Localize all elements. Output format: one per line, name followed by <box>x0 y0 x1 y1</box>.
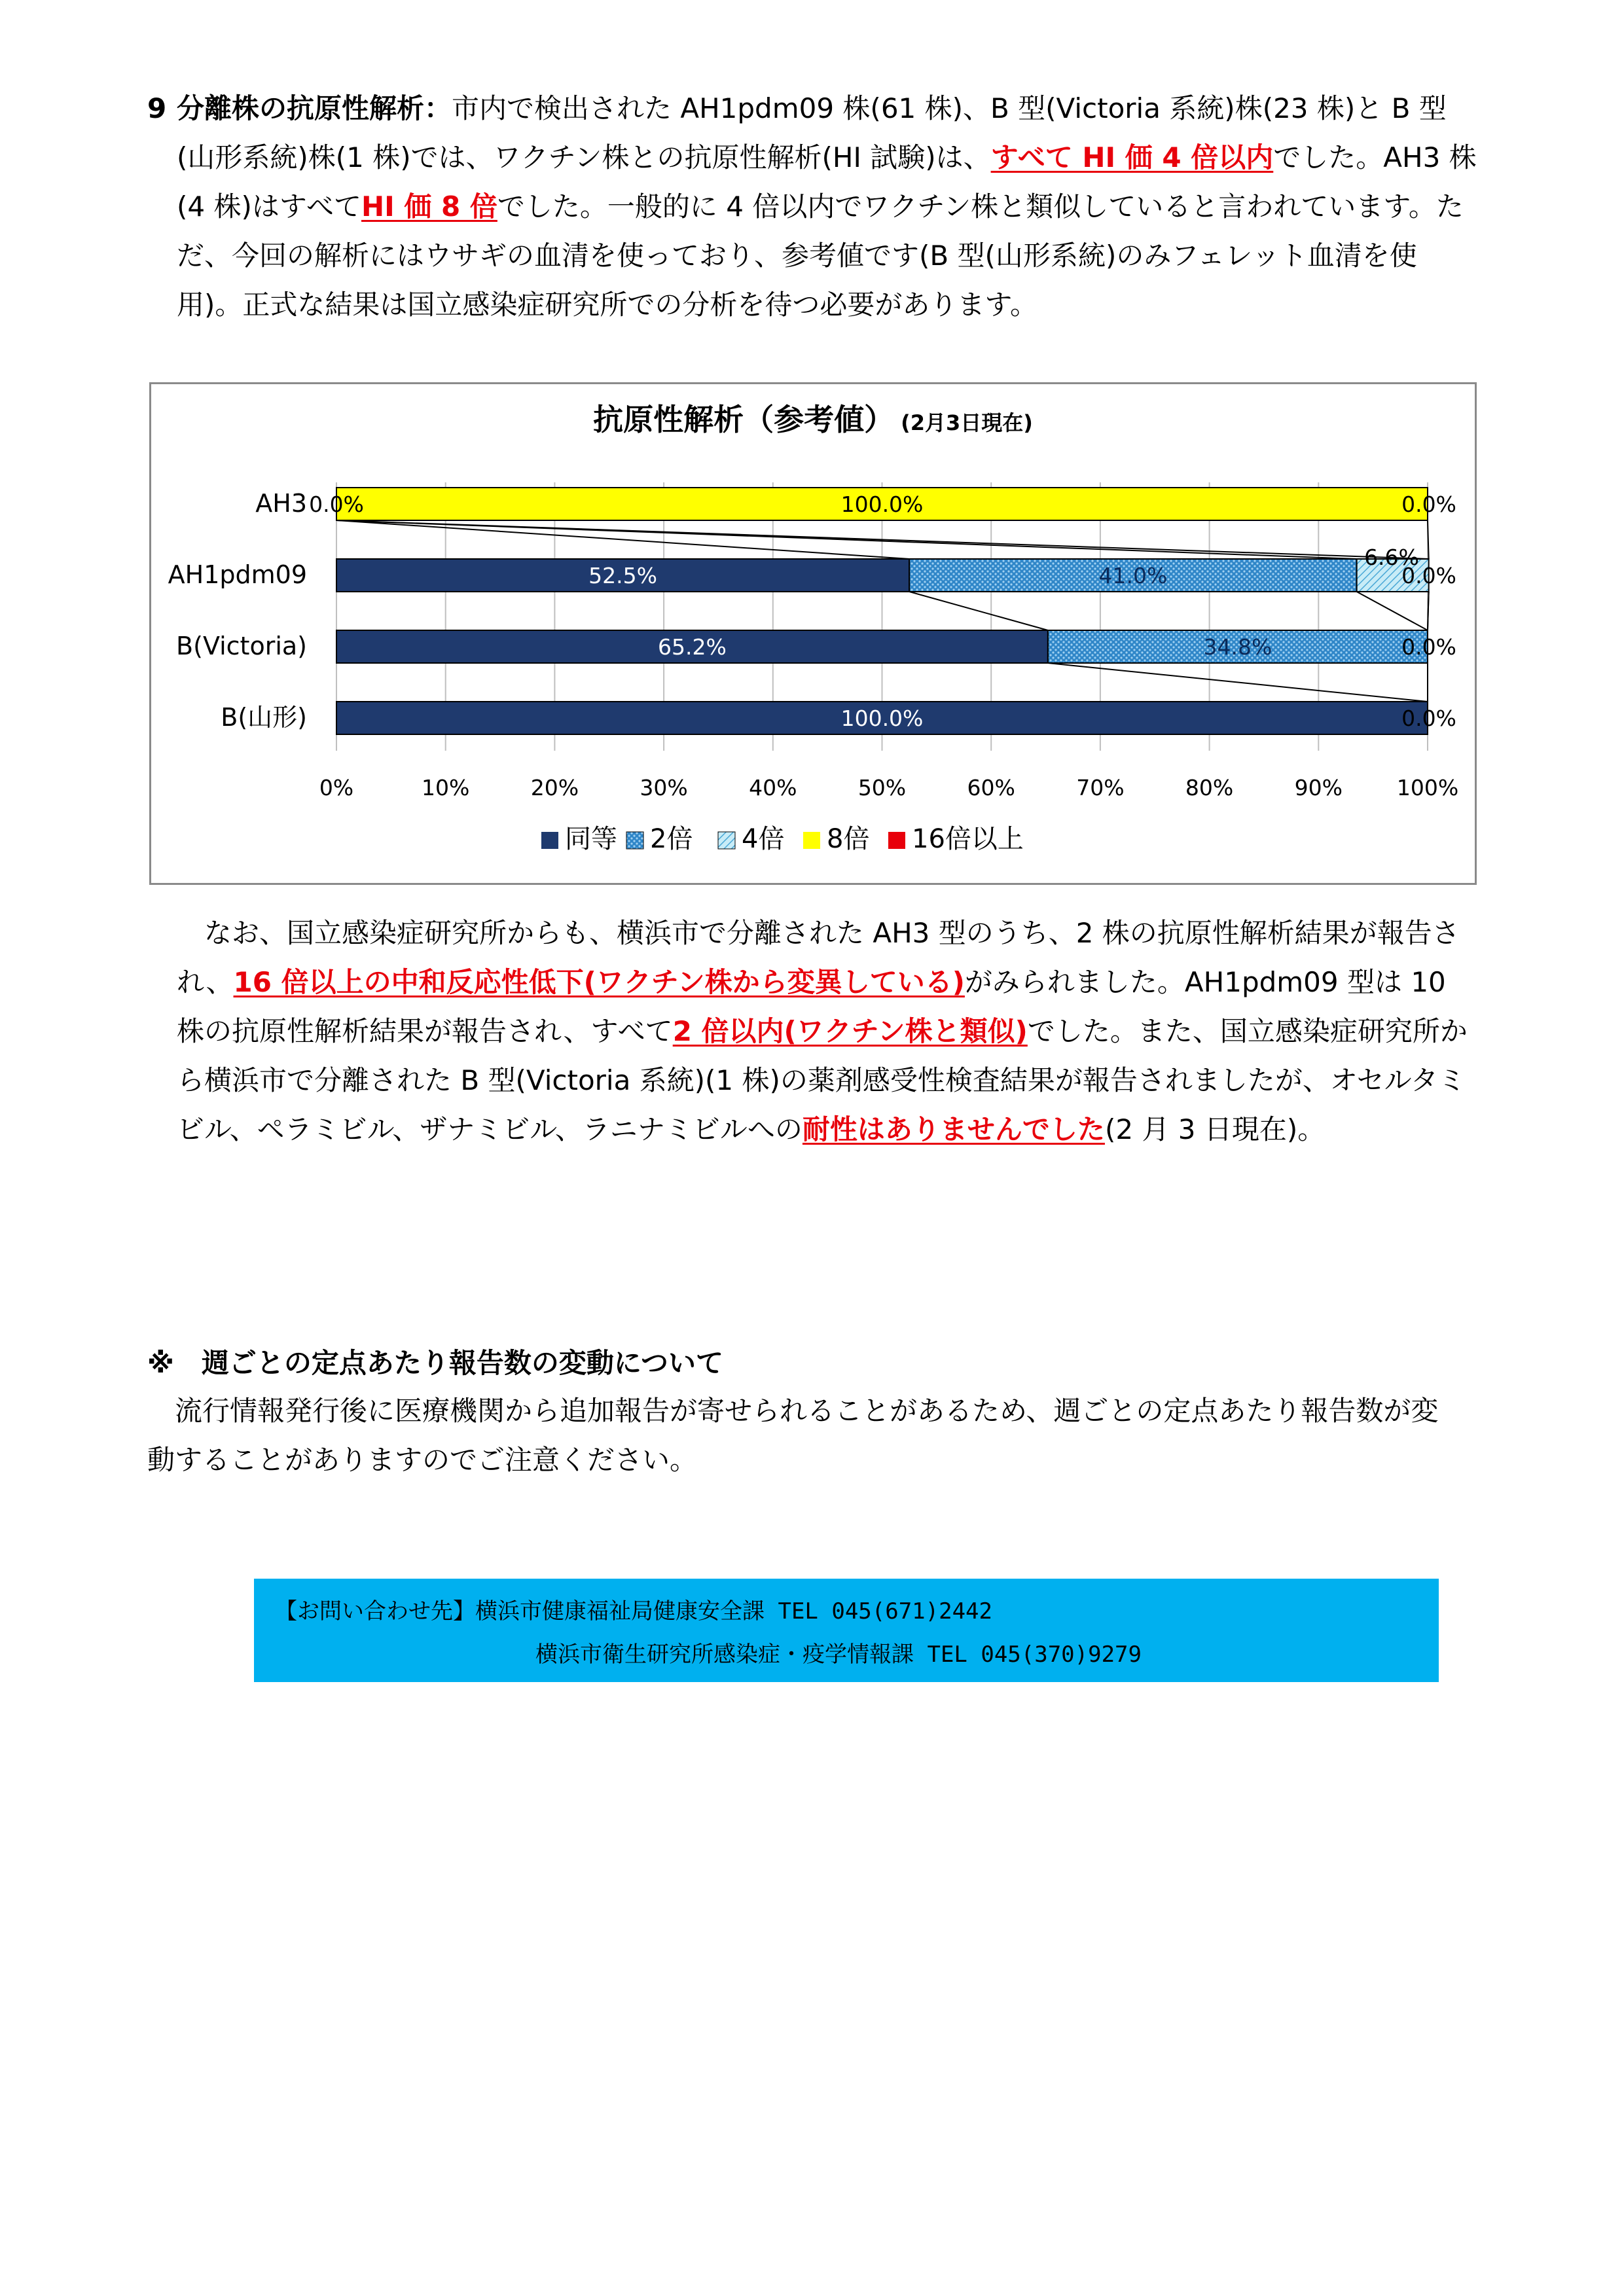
highlight-16x: 16 倍以上の中和反応性低下(ワクチン株から変異している) <box>233 966 965 998</box>
data-label: 0.0% <box>1401 706 1456 731</box>
note-text-3: でした。また、国立感染症研究所から横浜市で分離された B 型(Victoria 系統)(1 株)の薬剤感受性検査結果が報告されましたが、オセルタミビル、ペラミビル、ザナミビル、ラニナミビルへの <box>177 1015 1468 1145</box>
x-tick-label: 70% <box>1076 775 1125 800</box>
data-label: 0.0% <box>1401 492 1456 517</box>
x-tick-label: 10% <box>422 775 470 800</box>
highlight-2x: 2 倍以内(ワクチン株と類似) <box>672 1015 1028 1047</box>
data-label: 0.0% <box>309 492 364 517</box>
category-label: AH1pdm09 <box>168 560 307 589</box>
section-9-paragraph <box>147 84 1479 329</box>
legend-swatch <box>888 832 905 849</box>
chart-canvas <box>151 384 1475 883</box>
chart-title <box>593 402 1033 437</box>
legend-swatch <box>718 832 735 849</box>
data-label: 65.2% <box>658 634 727 660</box>
highlight-hi8: HI 価 8 倍 <box>361 190 497 223</box>
x-tick-label: 0% <box>319 775 354 800</box>
data-label: 100.0% <box>840 492 924 517</box>
section-text-2: でした。AH3 株(4 株)はすべて <box>177 141 1477 223</box>
note-text-2: がみられました。AH1pdm09 型は 10 株の抗原性解析結果が報告され、すべて <box>177 966 1446 1047</box>
contact-line-1: 横浜市健康福祉局健康安全課 TEL 045(671)2442 <box>475 1598 992 1624</box>
data-label: 0.0% <box>1401 563 1456 588</box>
section-text-3: でした。一般的に 4 倍以内でワクチン株と類似していると言われています。ただ、今回の解析にはウサギの血清を使っており、参考値です(B 型(山形系統)のみフェレット血清を使用)。正式な結果は国立感染症研究所での分析を待つ必要があります。 <box>177 190 1464 321</box>
contact-label: 【お問い合わせ先】 <box>275 1598 475 1624</box>
legend-label: 8倍 <box>827 824 870 854</box>
note-text-4: (2 月 3 日現在)。 <box>1104 1113 1326 1145</box>
contact-box <box>254 1579 1439 1682</box>
note-paragraph <box>177 908 1479 1154</box>
data-label: 0.0% <box>1401 634 1456 660</box>
x-tick-label: 20% <box>530 775 579 800</box>
category-label: AH3 <box>255 489 307 518</box>
x-tick-label: 40% <box>749 775 797 800</box>
series-line <box>909 592 1048 630</box>
x-tick-label: 100% <box>1396 775 1459 800</box>
highlight-no-resistance: 耐性はありませんでした <box>802 1113 1105 1145</box>
data-label: 52.5% <box>588 563 658 588</box>
highlight-hi4: すべて HI 価 4 倍以内 <box>990 141 1274 173</box>
category-label: B(Victoria) <box>176 632 307 660</box>
x-tick-label: 30% <box>640 775 688 800</box>
category-label: B(山形) <box>221 703 307 732</box>
chart-title-main: 抗原性解析（参考値） <box>593 402 895 437</box>
data-label: 6.6% <box>1364 545 1419 570</box>
x-tick-label: 50% <box>857 775 907 800</box>
x-tick-label: 60% <box>967 775 1015 800</box>
x-tick-label: 80% <box>1185 775 1234 800</box>
data-label: 41.0% <box>1098 563 1168 588</box>
notice-title: ※ 週ごとの定点あたり報告数の変動について <box>147 1347 723 1379</box>
chart-x-ticks <box>319 775 1458 800</box>
series-line <box>1048 663 1428 702</box>
data-label: 34.8% <box>1203 634 1272 660</box>
chart-legend <box>541 824 1024 854</box>
series-line <box>336 520 909 559</box>
legend-swatch <box>626 832 643 849</box>
x-tick-label: 90% <box>1294 775 1343 800</box>
section-heading: 分離株の抗原性解析： <box>177 92 452 124</box>
legend-swatch <box>803 832 820 849</box>
antigenicity-chart <box>149 382 1477 885</box>
legend-label: 4倍 <box>742 824 785 854</box>
series-line <box>1357 592 1428 630</box>
legend-label: 同等 <box>565 824 617 854</box>
legend-label: 16倍以上 <box>912 824 1024 854</box>
contact-line-2: 横浜市衛生研究所感染症・疫学情報課 TEL 045(370)9279 <box>535 1641 1142 1668</box>
contact-row-1 <box>275 1593 992 1625</box>
chart-subtitle: (2月3日現在) <box>901 410 1033 435</box>
chart-category-labels <box>168 489 307 732</box>
note-text-1: なお、国立感染症研究所からも、横浜市で分離された AH3 型のうち、2 株の抗原性解析結果が報告され、 <box>177 917 1460 998</box>
legend-swatch <box>541 832 558 849</box>
section-text-1: 市内で検出された AH1pdm09 株(61 株)、B 型(Victoria 系統)株(23 株)と B 型(山形系統)株(1 株)では、ワクチン株との抗原性解析(HI 試験)は、 <box>177 92 1447 173</box>
section-number: 9 <box>147 92 167 124</box>
data-label: 100.0% <box>840 706 924 731</box>
notice-body-text: 流行情報発行後に医療機関から追加報告が寄せられることがあるため、週ごとの定点あたり報告数が変動することがありますのでご注意ください。 <box>147 1395 1439 1476</box>
legend-label: 2倍 <box>650 824 693 854</box>
notice-body <box>147 1386 1456 1484</box>
